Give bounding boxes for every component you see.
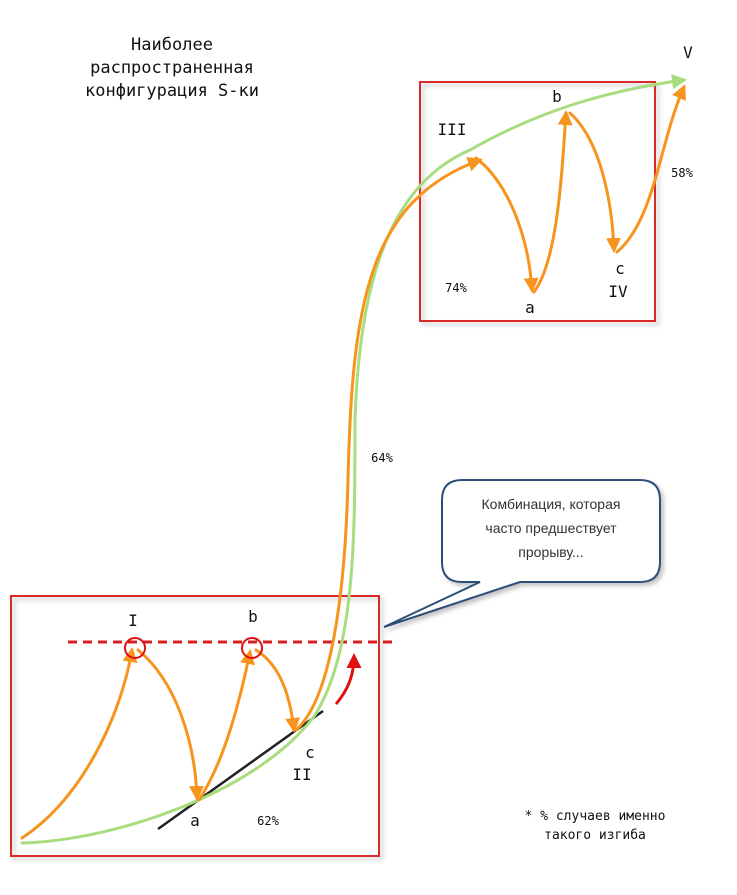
wave-3-up (296, 160, 480, 730)
pct-box-bottom: 62% (257, 814, 279, 828)
label-wave-1: I (128, 611, 138, 630)
red-curved-arrow-icon (336, 656, 354, 704)
label-wave-3: III (437, 120, 467, 139)
pct-box-top-a: 74% (445, 281, 467, 295)
label-wave-5: V (683, 43, 693, 62)
pct-rise: 64% (371, 451, 393, 465)
callout-line-3: прорыву... (518, 544, 584, 560)
wave-1-up (22, 650, 132, 838)
pct-box-top-right: 58% (671, 166, 693, 180)
title-line-3: конфигурация S-ки (85, 81, 259, 101)
label-wave-4-c: c (615, 259, 625, 278)
footnote-line-1: * % случаев именно (524, 809, 666, 824)
label-wave-4-b: b (552, 87, 562, 106)
wave-3a-down (476, 158, 532, 290)
label-wave-4: IV (608, 282, 628, 301)
label-wave-1-a: a (190, 811, 200, 830)
label-wave-1-b: b (248, 607, 258, 626)
title-line-1: Наиболее (131, 35, 213, 55)
wave-1a-down (138, 650, 197, 798)
callout-line-1: Комбинация, которая (481, 496, 621, 512)
wave-4-down (570, 113, 614, 250)
green-s-curve (22, 80, 684, 843)
footnote-line-2: такого изгиба (544, 828, 646, 843)
wave-3b-up (534, 113, 566, 292)
title-line-2: распространенная (90, 58, 254, 78)
callout-line-2: часто предшествует (485, 520, 617, 536)
wave-1c-down (256, 650, 294, 730)
label-wave-2: II (292, 765, 312, 784)
label-wave-2-c: c (305, 743, 315, 762)
label-wave-3-a: a (525, 298, 535, 317)
